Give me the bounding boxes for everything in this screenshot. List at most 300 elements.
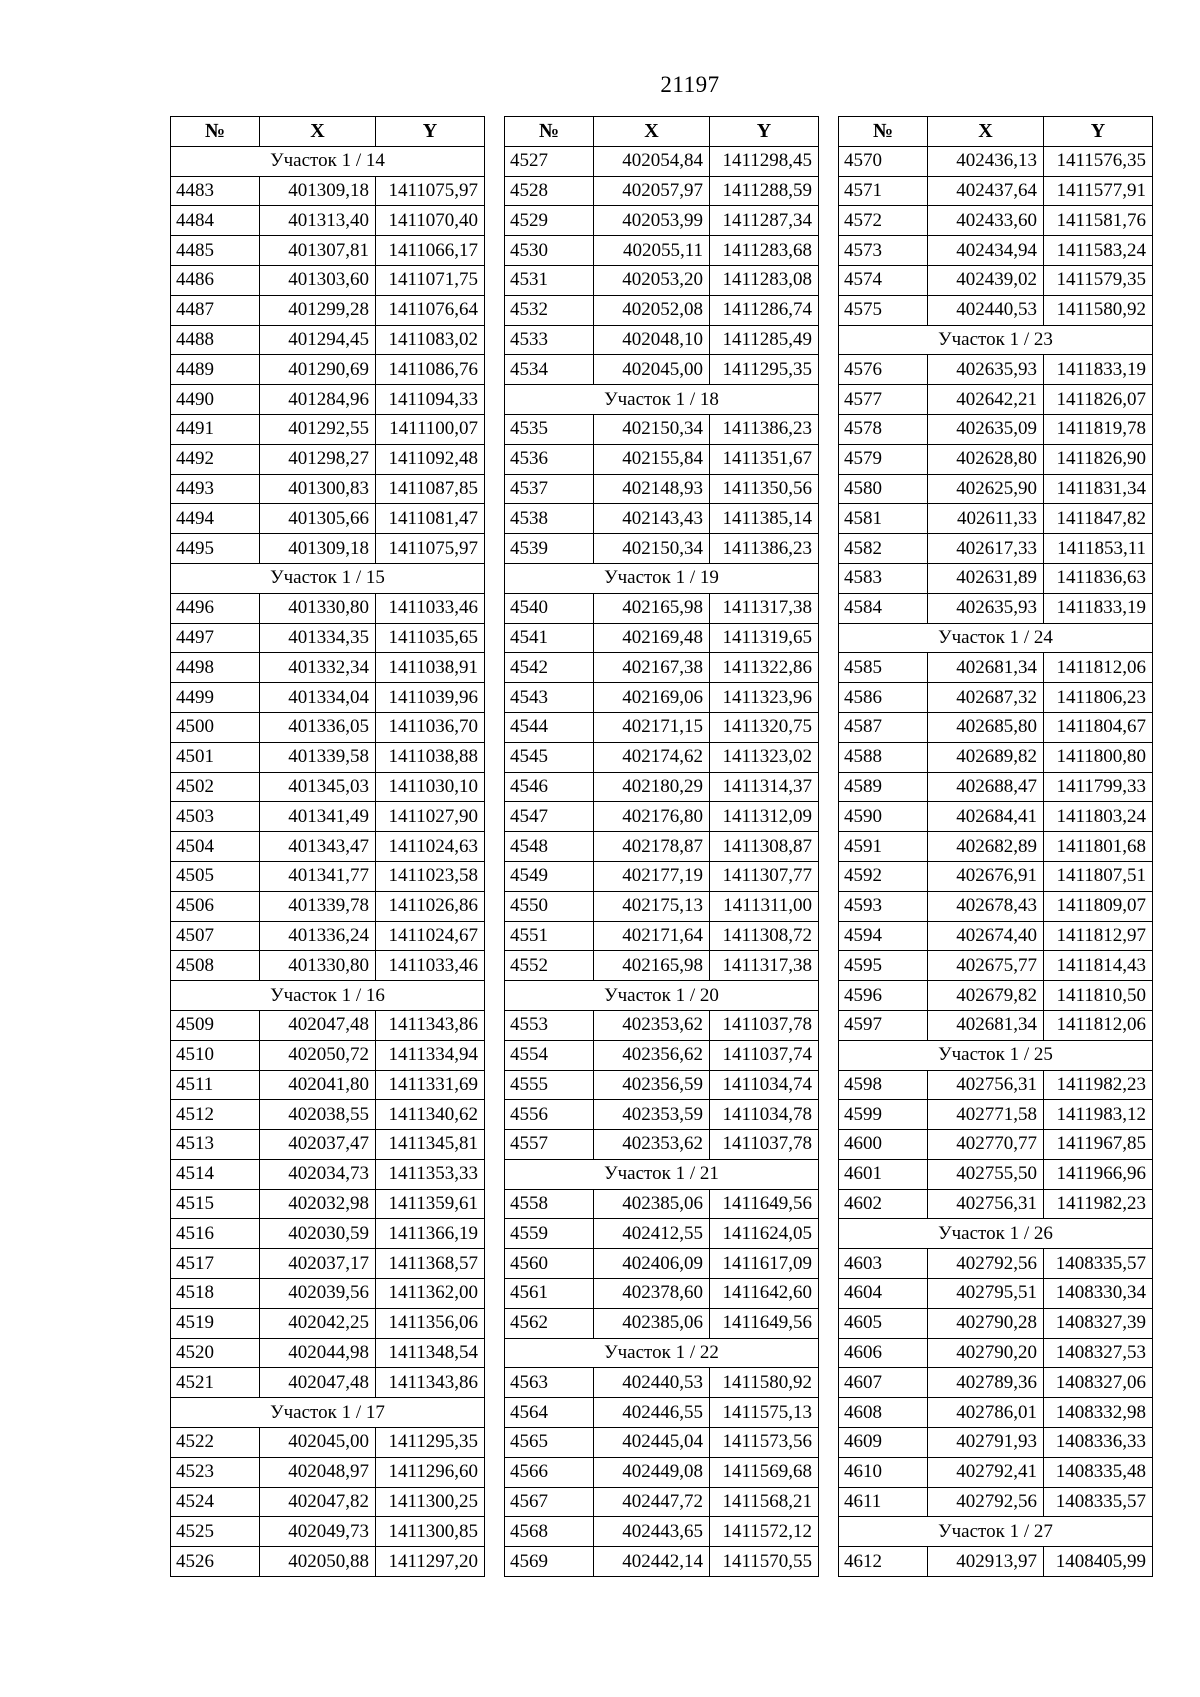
table-row <box>171 653 485 683</box>
point-number: 4529 <box>505 206 594 236</box>
table-row <box>839 236 1153 266</box>
x-coordinate: 402353,62 <box>594 1130 710 1160</box>
point-number: 4541 <box>505 623 594 653</box>
point-number: 4533 <box>505 325 594 355</box>
x-coordinate: 402676,91 <box>928 861 1044 891</box>
y-coordinate: 1411027,90 <box>376 802 485 832</box>
y-coordinate: 1408335,57 <box>1044 1249 1153 1279</box>
y-coordinate: 1411831,34 <box>1044 474 1153 504</box>
y-coordinate: 1411385,14 <box>710 504 819 534</box>
point-number: 4561 <box>505 1279 594 1309</box>
section-title: Участок 1 / 14 <box>171 146 485 176</box>
x-coordinate: 402688,47 <box>928 772 1044 802</box>
y-coordinate: 1411024,67 <box>376 921 485 951</box>
y-coordinate: 1411573,56 <box>710 1428 819 1458</box>
point-number: 4538 <box>505 504 594 534</box>
table-row <box>505 265 819 295</box>
x-coordinate: 402789,36 <box>928 1368 1044 1398</box>
x-coordinate: 402055,11 <box>594 236 710 266</box>
header-x: X <box>594 117 710 147</box>
x-coordinate: 402378,60 <box>594 1279 710 1309</box>
table-row <box>505 623 819 653</box>
section-header-row <box>171 981 485 1011</box>
y-coordinate: 1411297,20 <box>376 1547 485 1577</box>
table-row <box>505 712 819 742</box>
section-title: Участок 1 / 24 <box>839 623 1153 653</box>
point-number: 4508 <box>171 951 260 981</box>
table-row <box>505 653 819 683</box>
point-number: 4500 <box>171 712 260 742</box>
table-row <box>171 414 485 444</box>
x-coordinate: 402039,56 <box>260 1279 376 1309</box>
y-coordinate: 1411804,67 <box>1044 712 1153 742</box>
table-row <box>839 891 1153 921</box>
y-coordinate: 1411039,96 <box>376 683 485 713</box>
y-coordinate: 1411569,68 <box>710 1457 819 1487</box>
point-number: 4502 <box>171 772 260 802</box>
x-coordinate: 402176,80 <box>594 802 710 832</box>
table-row <box>839 444 1153 474</box>
y-coordinate: 1411966,96 <box>1044 1159 1153 1189</box>
point-number: 4545 <box>505 742 594 772</box>
x-coordinate: 402434,94 <box>928 236 1044 266</box>
x-coordinate: 401330,80 <box>260 951 376 981</box>
y-coordinate: 1411803,24 <box>1044 802 1153 832</box>
y-coordinate: 1408327,06 <box>1044 1368 1153 1398</box>
table-row <box>505 1368 819 1398</box>
y-coordinate: 1411026,86 <box>376 891 485 921</box>
point-number: 4582 <box>839 534 928 564</box>
table-row <box>171 712 485 742</box>
y-coordinate: 1411295,35 <box>376 1428 485 1458</box>
y-coordinate: 1411617,09 <box>710 1249 819 1279</box>
table-row <box>171 534 485 564</box>
y-coordinate: 1408330,34 <box>1044 1279 1153 1309</box>
coordinates-table <box>504 116 819 1577</box>
table-row <box>839 1398 1153 1428</box>
y-coordinate: 1411348,54 <box>376 1338 485 1368</box>
table-row <box>505 683 819 713</box>
y-coordinate: 1411642,60 <box>710 1279 819 1309</box>
point-number: 4595 <box>839 951 928 981</box>
section-header-row <box>839 1040 1153 1070</box>
y-coordinate: 1411570,55 <box>710 1547 819 1577</box>
x-coordinate: 402143,43 <box>594 504 710 534</box>
table-row <box>839 1100 1153 1130</box>
x-coordinate: 402178,87 <box>594 832 710 862</box>
x-coordinate: 402356,59 <box>594 1070 710 1100</box>
point-number: 4499 <box>171 683 260 713</box>
x-coordinate: 402439,02 <box>928 265 1044 295</box>
table-row <box>839 1368 1153 1398</box>
y-coordinate: 1411807,51 <box>1044 861 1153 891</box>
y-coordinate: 1411312,09 <box>710 802 819 832</box>
point-number: 4517 <box>171 1249 260 1279</box>
header-y: Y <box>710 117 819 147</box>
point-number: 4483 <box>171 176 260 206</box>
table-row <box>505 355 819 385</box>
y-coordinate: 1411100,07 <box>376 414 485 444</box>
point-number: 4489 <box>171 355 260 385</box>
point-number: 4569 <box>505 1547 594 1577</box>
point-number: 4606 <box>839 1338 928 1368</box>
table-row <box>839 1487 1153 1517</box>
y-coordinate: 1411319,65 <box>710 623 819 653</box>
point-number: 4540 <box>505 593 594 623</box>
y-coordinate: 1411037,74 <box>710 1040 819 1070</box>
x-coordinate: 402050,88 <box>260 1547 376 1577</box>
x-coordinate: 402687,32 <box>928 683 1044 713</box>
x-coordinate: 401309,18 <box>260 176 376 206</box>
table-row <box>505 832 819 862</box>
y-coordinate: 1411037,78 <box>710 1010 819 1040</box>
point-number: 4589 <box>839 772 928 802</box>
point-number: 4546 <box>505 772 594 802</box>
section-title: Участок 1 / 19 <box>505 563 819 593</box>
point-number: 4487 <box>171 295 260 325</box>
point-number: 4558 <box>505 1189 594 1219</box>
table-row <box>171 832 485 862</box>
table-row <box>171 1249 485 1279</box>
table-row <box>505 1040 819 1070</box>
x-coordinate: 401334,35 <box>260 623 376 653</box>
y-coordinate: 1411317,38 <box>710 951 819 981</box>
x-coordinate: 402786,01 <box>928 1398 1044 1428</box>
x-coordinate: 402682,89 <box>928 832 1044 862</box>
coordinates-table <box>838 116 1153 1577</box>
y-coordinate: 1411577,91 <box>1044 176 1153 206</box>
table-row <box>171 1189 485 1219</box>
y-coordinate: 1411814,43 <box>1044 951 1153 981</box>
y-coordinate: 1411580,92 <box>1044 295 1153 325</box>
table-row <box>839 265 1153 295</box>
table-row <box>505 1070 819 1100</box>
table-row <box>171 1159 485 1189</box>
x-coordinate: 402792,56 <box>928 1249 1044 1279</box>
table-row <box>505 176 819 206</box>
table-row <box>171 444 485 474</box>
point-number: 4599 <box>839 1100 928 1130</box>
x-coordinate: 401336,05 <box>260 712 376 742</box>
y-coordinate: 1411649,56 <box>710 1189 819 1219</box>
table-row <box>505 1279 819 1309</box>
point-number: 4512 <box>171 1100 260 1130</box>
table-row <box>171 1338 485 1368</box>
x-coordinate: 402150,34 <box>594 534 710 564</box>
table-row <box>171 891 485 921</box>
table-row <box>839 712 1153 742</box>
y-coordinate: 1411967,85 <box>1044 1130 1153 1160</box>
point-number: 4506 <box>171 891 260 921</box>
y-coordinate: 1411285,49 <box>710 325 819 355</box>
y-coordinate: 1411568,21 <box>710 1487 819 1517</box>
y-coordinate: 1411810,50 <box>1044 981 1153 1011</box>
point-number: 4493 <box>171 474 260 504</box>
section-header-row <box>839 623 1153 653</box>
x-coordinate: 402047,48 <box>260 1368 376 1398</box>
point-number: 4503 <box>171 802 260 832</box>
x-coordinate: 402054,84 <box>594 146 710 176</box>
table-row <box>505 206 819 236</box>
y-coordinate: 1411819,78 <box>1044 414 1153 444</box>
y-coordinate: 1411343,86 <box>376 1368 485 1398</box>
point-number: 4534 <box>505 355 594 385</box>
y-coordinate: 1411359,61 <box>376 1189 485 1219</box>
x-coordinate: 402433,60 <box>928 206 1044 236</box>
y-coordinate: 1411581,76 <box>1044 206 1153 236</box>
x-coordinate: 402032,98 <box>260 1189 376 1219</box>
x-coordinate: 401307,81 <box>260 236 376 266</box>
x-coordinate: 402148,93 <box>594 474 710 504</box>
point-number: 4575 <box>839 295 928 325</box>
point-number: 4491 <box>171 414 260 444</box>
table-row <box>505 1547 819 1577</box>
point-number: 4607 <box>839 1368 928 1398</box>
y-coordinate: 1411298,45 <box>710 146 819 176</box>
y-coordinate: 1411033,46 <box>376 593 485 623</box>
y-coordinate: 1411075,97 <box>376 176 485 206</box>
table-row <box>505 1428 819 1458</box>
y-coordinate: 1411366,19 <box>376 1219 485 1249</box>
x-coordinate: 402625,90 <box>928 474 1044 504</box>
point-number: 4593 <box>839 891 928 921</box>
y-coordinate: 1411033,46 <box>376 951 485 981</box>
table-row <box>171 1368 485 1398</box>
table-row <box>839 176 1153 206</box>
point-number: 4581 <box>839 504 928 534</box>
table-row <box>839 772 1153 802</box>
coordinates-table-column-1 <box>170 116 485 1577</box>
point-number: 4515 <box>171 1189 260 1219</box>
y-coordinate: 1408327,53 <box>1044 1338 1153 1368</box>
table-row <box>171 593 485 623</box>
x-coordinate: 402052,08 <box>594 295 710 325</box>
page-number: 21197 <box>660 72 720 97</box>
section-title: Участок 1 / 20 <box>505 981 819 1011</box>
y-coordinate: 1411580,92 <box>710 1368 819 1398</box>
y-coordinate: 1411624,05 <box>710 1219 819 1249</box>
y-coordinate: 1411806,23 <box>1044 683 1153 713</box>
x-coordinate: 401300,83 <box>260 474 376 504</box>
point-number: 4557 <box>505 1130 594 1160</box>
table-row <box>171 1487 485 1517</box>
point-number: 4501 <box>171 742 260 772</box>
table-row <box>839 1130 1153 1160</box>
section-header-row <box>505 385 819 415</box>
y-coordinate: 1411982,23 <box>1044 1189 1153 1219</box>
table-row <box>171 742 485 772</box>
table-row <box>839 1457 1153 1487</box>
table-row <box>839 1547 1153 1577</box>
y-coordinate: 1408327,39 <box>1044 1308 1153 1338</box>
section-title: Участок 1 / 26 <box>839 1219 1153 1249</box>
header-x: X <box>928 117 1044 147</box>
y-coordinate: 1411572,12 <box>710 1517 819 1547</box>
y-coordinate: 1411847,82 <box>1044 504 1153 534</box>
x-coordinate: 402053,99 <box>594 206 710 236</box>
table-row <box>505 1517 819 1547</box>
x-coordinate: 401290,69 <box>260 355 376 385</box>
y-coordinate: 1411066,17 <box>376 236 485 266</box>
x-coordinate: 402180,29 <box>594 772 710 802</box>
point-number: 4597 <box>839 1010 928 1040</box>
y-coordinate: 1411812,97 <box>1044 921 1153 951</box>
point-number: 4514 <box>171 1159 260 1189</box>
x-coordinate: 402684,41 <box>928 802 1044 832</box>
point-number: 4555 <box>505 1070 594 1100</box>
point-number: 4562 <box>505 1308 594 1338</box>
point-number: 4566 <box>505 1457 594 1487</box>
x-coordinate: 402771,58 <box>928 1100 1044 1130</box>
point-number: 4507 <box>171 921 260 951</box>
y-coordinate: 1411038,88 <box>376 742 485 772</box>
header-y: Y <box>1044 117 1153 147</box>
y-coordinate: 1411649,56 <box>710 1308 819 1338</box>
x-coordinate: 402635,93 <box>928 593 1044 623</box>
x-coordinate: 402443,65 <box>594 1517 710 1547</box>
section-header-row <box>171 1398 485 1428</box>
point-number: 4592 <box>839 861 928 891</box>
y-coordinate: 1411024,63 <box>376 832 485 862</box>
table-row <box>839 683 1153 713</box>
y-coordinate: 1411826,90 <box>1044 444 1153 474</box>
table-row <box>505 772 819 802</box>
y-coordinate: 1411087,85 <box>376 474 485 504</box>
table-row <box>839 385 1153 415</box>
x-coordinate: 402353,62 <box>594 1010 710 1040</box>
table-row <box>505 295 819 325</box>
header-number: № <box>505 117 594 147</box>
point-number: 4504 <box>171 832 260 862</box>
point-number: 4602 <box>839 1189 928 1219</box>
y-coordinate: 1411296,60 <box>376 1457 485 1487</box>
point-number: 4550 <box>505 891 594 921</box>
x-coordinate: 402617,33 <box>928 534 1044 564</box>
y-coordinate: 1411023,58 <box>376 861 485 891</box>
point-number: 4527 <box>505 146 594 176</box>
x-coordinate: 402635,93 <box>928 355 1044 385</box>
x-coordinate: 402042,25 <box>260 1308 376 1338</box>
x-coordinate: 402174,62 <box>594 742 710 772</box>
table-row <box>505 1219 819 1249</box>
point-number: 4564 <box>505 1398 594 1428</box>
point-number: 4571 <box>839 176 928 206</box>
y-coordinate: 1411071,75 <box>376 265 485 295</box>
point-number: 4585 <box>839 653 928 683</box>
y-coordinate: 1411800,80 <box>1044 742 1153 772</box>
point-number: 4600 <box>839 1130 928 1160</box>
x-coordinate: 402045,00 <box>260 1428 376 1458</box>
x-coordinate: 402631,89 <box>928 563 1044 593</box>
table-row <box>505 742 819 772</box>
y-coordinate: 1411353,33 <box>376 1159 485 1189</box>
x-coordinate: 402169,48 <box>594 623 710 653</box>
x-coordinate: 402792,56 <box>928 1487 1044 1517</box>
point-number: 4605 <box>839 1308 928 1338</box>
table-row <box>505 951 819 981</box>
x-coordinate: 402048,10 <box>594 325 710 355</box>
point-number: 4553 <box>505 1010 594 1040</box>
point-number: 4559 <box>505 1219 594 1249</box>
y-coordinate: 1411083,02 <box>376 325 485 355</box>
section-title: Участок 1 / 18 <box>505 385 819 415</box>
x-coordinate: 402053,20 <box>594 265 710 295</box>
table-row <box>839 474 1153 504</box>
header-number: № <box>839 117 928 147</box>
table-row <box>839 802 1153 832</box>
point-number: 4552 <box>505 951 594 981</box>
table-row <box>505 325 819 355</box>
table-header-row <box>171 117 485 147</box>
y-coordinate: 1411300,25 <box>376 1487 485 1517</box>
table-row <box>505 1398 819 1428</box>
table-row <box>171 1040 485 1070</box>
table-row <box>839 1428 1153 1458</box>
point-number: 4570 <box>839 146 928 176</box>
table-row <box>505 504 819 534</box>
table-row <box>505 146 819 176</box>
table-row <box>839 981 1153 1011</box>
y-coordinate: 1411833,19 <box>1044 355 1153 385</box>
table-row <box>171 951 485 981</box>
point-number: 4524 <box>171 1487 260 1517</box>
point-number: 4526 <box>171 1547 260 1577</box>
section-header-row <box>171 146 485 176</box>
x-coordinate: 402038,55 <box>260 1100 376 1130</box>
y-coordinate: 1408405,99 <box>1044 1547 1153 1577</box>
x-coordinate: 402440,53 <box>928 295 1044 325</box>
table-row <box>171 1219 485 1249</box>
y-coordinate: 1408335,48 <box>1044 1457 1153 1487</box>
point-number: 4574 <box>839 265 928 295</box>
point-number: 4576 <box>839 355 928 385</box>
point-number: 4492 <box>171 444 260 474</box>
x-coordinate: 402169,06 <box>594 683 710 713</box>
section-title: Участок 1 / 27 <box>839 1517 1153 1547</box>
y-coordinate: 1411579,35 <box>1044 265 1153 295</box>
y-coordinate: 1411853,11 <box>1044 534 1153 564</box>
table-row <box>505 474 819 504</box>
x-coordinate: 402171,64 <box>594 921 710 951</box>
table-row <box>171 236 485 266</box>
point-number: 4525 <box>171 1517 260 1547</box>
table-row <box>839 355 1153 385</box>
point-number: 4578 <box>839 414 928 444</box>
point-number: 4532 <box>505 295 594 325</box>
point-number: 4549 <box>505 861 594 891</box>
table-row <box>839 832 1153 862</box>
table-row <box>171 1100 485 1130</box>
point-number: 4516 <box>171 1219 260 1249</box>
x-coordinate: 402635,09 <box>928 414 1044 444</box>
section-header-row <box>505 563 819 593</box>
point-number: 4536 <box>505 444 594 474</box>
y-coordinate: 1411320,75 <box>710 712 819 742</box>
y-coordinate: 1411286,74 <box>710 295 819 325</box>
point-number: 4560 <box>505 1249 594 1279</box>
y-coordinate: 1411288,59 <box>710 176 819 206</box>
point-number: 4584 <box>839 593 928 623</box>
x-coordinate: 402034,73 <box>260 1159 376 1189</box>
table-row <box>505 1010 819 1040</box>
x-coordinate: 401343,47 <box>260 832 376 862</box>
point-number: 4586 <box>839 683 928 713</box>
table-row <box>839 951 1153 981</box>
x-coordinate: 402037,17 <box>260 1249 376 1279</box>
x-coordinate: 402165,98 <box>594 593 710 623</box>
y-coordinate: 1411982,23 <box>1044 1070 1153 1100</box>
point-number: 4520 <box>171 1338 260 1368</box>
